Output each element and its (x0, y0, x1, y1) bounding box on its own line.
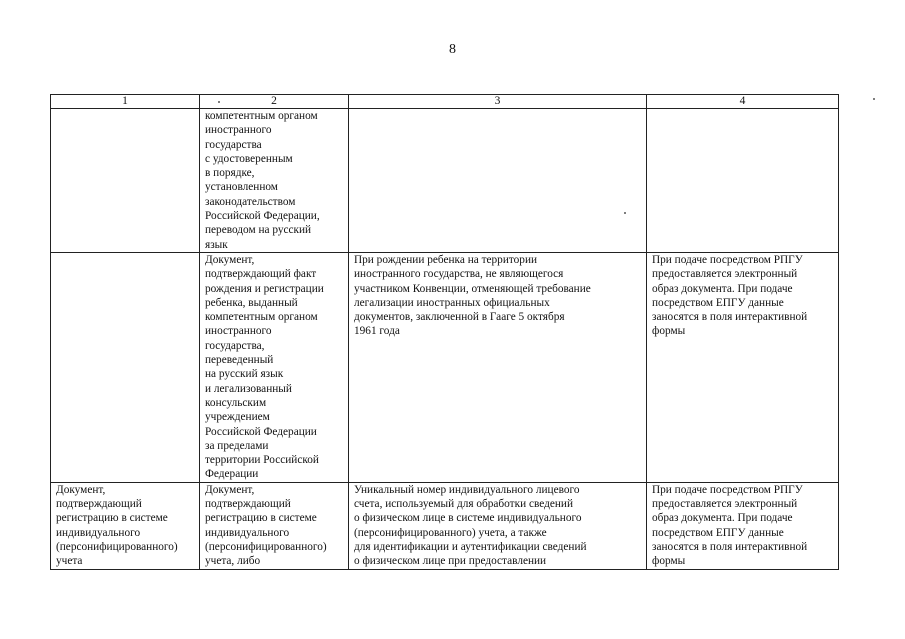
cell-text-line: установленном (205, 181, 278, 194)
cell-text-line: рождения и регистрации (205, 282, 324, 295)
cell-text-line: При рождении ребенка на территории (354, 253, 538, 266)
cell-text-line: Документ, (56, 483, 106, 496)
header-cell-2: 2 (200, 95, 349, 109)
table-cell (349, 109, 647, 253)
cell-text-line: иностранного (205, 325, 272, 338)
cell-text-line: за пределами (205, 439, 269, 452)
table-cell (349, 482, 647, 569)
table-cell (349, 252, 647, 482)
table-cell (647, 482, 839, 569)
header-cell-1: 1 (51, 95, 200, 109)
cell-text-line: язык (205, 238, 228, 251)
table-cell (647, 109, 839, 253)
cell-text-line: легализации иностранных официальных (354, 296, 550, 309)
cell-text-line: государства (205, 138, 262, 151)
cell-text-line: иностранного государства, не являющегося (354, 268, 564, 281)
cell-text-line: государства, (205, 339, 265, 352)
scan-speck (218, 101, 220, 103)
cell-text-line: образ документа. При подаче (652, 512, 793, 525)
table-cell (200, 252, 349, 482)
table-cell (51, 109, 200, 253)
cell-text-line: для идентификации и аутентификации сведений (354, 540, 587, 553)
cell-text-line: Российской Федерации (205, 425, 317, 438)
cell-text-line: компетентным органом (205, 311, 318, 324)
cell-text-line: предоставляется электронный (652, 268, 798, 281)
cell-text-line: 1961 года (354, 325, 400, 338)
cell-text-line: подтверждающий (56, 498, 142, 511)
cell-text-line: переводом на русский (205, 224, 312, 237)
cell-text-line: подтверждающий факт (205, 268, 317, 281)
cell-text-line: индивидуального (205, 526, 290, 539)
cell-text-line: (персонифицированного) (205, 540, 327, 553)
cell-text-line: участником Конвенции, отменяющей требование (354, 282, 591, 295)
cell-text-line: Документ, (205, 483, 255, 496)
cell-text-line: и легализованный (205, 382, 292, 395)
cell-text-line: Документ, (205, 253, 255, 266)
cell-text-line: Российской Федерации, (205, 210, 320, 223)
cell-text-line: регистрацию в системе (205, 512, 317, 525)
scan-speck (624, 212, 626, 214)
cell-text-line: документов, заключенной в Гааге 5 октября (354, 311, 565, 324)
cell-text-line: посредством ЕПГУ данные (652, 526, 784, 539)
cell-text-line: счета, используемый для обработки сведений (354, 498, 574, 511)
cell-text-line: учреждением (205, 411, 270, 424)
cell-text-line: формы (652, 325, 686, 338)
table-cell (200, 109, 349, 253)
cell-text-line: Федерации (205, 468, 259, 481)
cell-text-line: учета (56, 555, 83, 568)
cell-text-line: на русский язык (205, 368, 284, 381)
cell-text-line: подтверждающий (205, 498, 291, 511)
cell-text-line: При подаче посредством РПГУ (652, 253, 803, 266)
table-cell (647, 252, 839, 482)
cell-text-line: (персонифицированного) учета, а также (354, 526, 547, 539)
table-cell (51, 482, 200, 569)
cell-text-line: регистрацию в системе (56, 512, 168, 525)
cell-text-line: иностранного (205, 124, 272, 137)
requirements-table (50, 94, 839, 570)
cell-text-line: заносятся в поля интерактивной (652, 540, 808, 553)
cell-text-line: законодательством (205, 195, 296, 208)
cell-text-line: При подаче посредством РПГУ (652, 483, 803, 496)
cell-text-line: территории Российской (205, 454, 319, 467)
scan-speck (873, 98, 875, 100)
cell-text-line: предоставляется электронный (652, 498, 798, 511)
cell-text-line: переведенный (205, 354, 274, 367)
cell-text-line: консульским (205, 396, 267, 409)
page-number: 8 (449, 42, 456, 57)
cell-text-line: учета, либо (205, 555, 261, 568)
cell-text-line: о физическом лице при предоставлении (354, 555, 547, 568)
table-cell (51, 252, 200, 482)
table-row (51, 482, 839, 569)
header-cell-3: 3 (349, 95, 647, 109)
cell-text-line: индивидуального (56, 526, 141, 539)
cell-text-line: компетентным органом (205, 110, 318, 122)
cell-text-line: ребенка, выданный (205, 296, 298, 309)
header-cell-4: 4 (647, 95, 839, 109)
table-header-row (51, 95, 839, 109)
cell-text-line: о физическом лице в системе индивидуального (354, 512, 582, 525)
cell-text-line: в порядке, (205, 167, 255, 180)
cell-text-line: (персонифицированного) (56, 540, 178, 553)
cell-text-line: заносятся в поля интерактивной (652, 311, 808, 324)
cell-text-line: с удостоверенным (205, 152, 293, 165)
cell-text-line: посредством ЕПГУ данные (652, 296, 784, 309)
table-row (51, 109, 839, 253)
cell-text-line: формы (652, 555, 686, 568)
cell-text-line: Уникальный номер индивидуального лицевого (354, 483, 580, 496)
cell-text-line: образ документа. При подаче (652, 282, 793, 295)
table-cell (200, 482, 349, 569)
table-row (51, 252, 839, 482)
